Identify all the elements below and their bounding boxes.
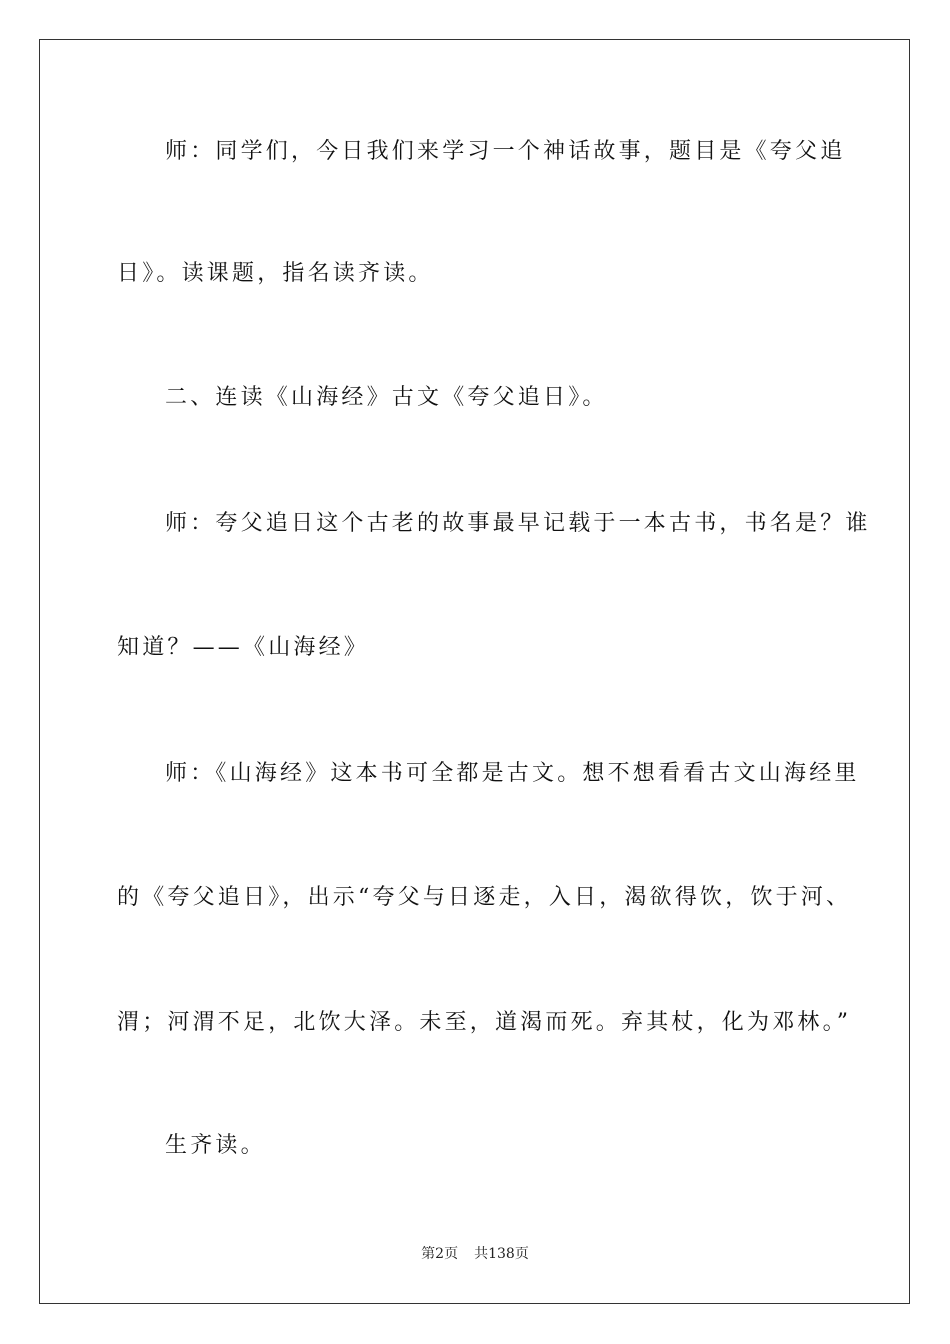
paragraph-line-3: 二、连读《山海经》古文《夸父追日》。 [165, 385, 608, 410]
paragraph-line-2: 日》。读课题，指名读齐读。 [117, 261, 434, 286]
paragraph-line-4: 师：夸父追日这个古老的故事最早记载于一本古书，书名是？谁 [165, 511, 871, 536]
paragraph-line-7: 的《夸父追日》，出示“夸父与日逐走，入日，渴欲得饮，饮于河、 [117, 885, 852, 910]
paragraph-line-9: 生齐读。 [165, 1133, 266, 1158]
paragraph-line-1: 师：同学们，今日我们来学习一个神话故事，题目是《夸父追 [165, 139, 846, 164]
page-border [39, 39, 910, 1304]
paragraph-line-8: 渭；河渭不足，北饮大泽。未至，道渴而死。弃其杖，化为邓林。” [117, 1010, 852, 1035]
page-footer [0, 1244, 950, 1264]
total-pages: 共138页 [474, 1246, 529, 1262]
paragraph-line-6: 师：《山海经》这本书可全都是古文。想不想看看古文山海经里 [165, 761, 860, 786]
page-number: 第2页 [421, 1246, 459, 1262]
paragraph-line-5: 知道？——《山海经》 [117, 635, 370, 660]
